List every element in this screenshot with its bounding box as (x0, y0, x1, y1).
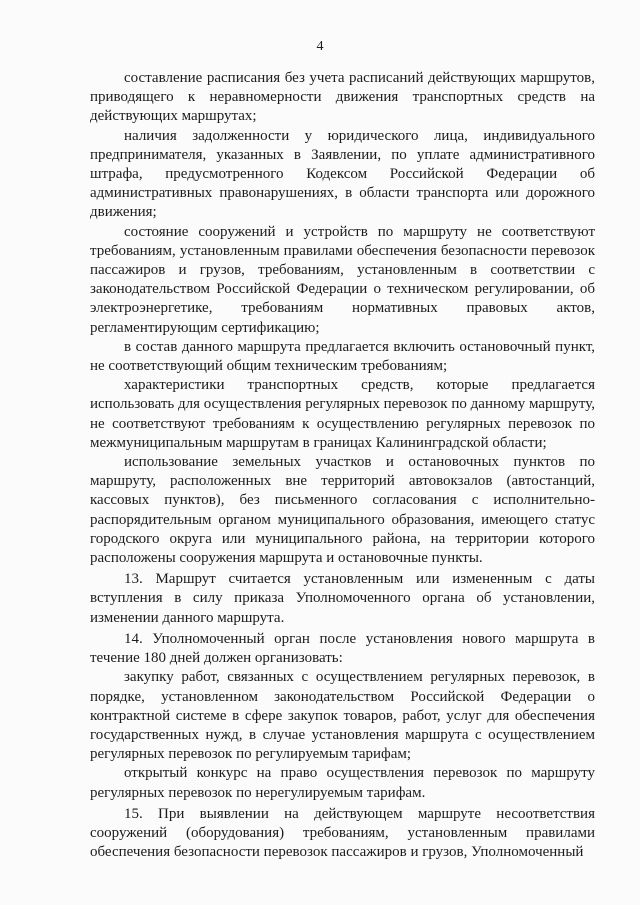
paragraph-procurement: закупку работ, связанных с осуществлением регулярных перевозок, в порядке, установленном законодательством Российской Федерации о контрактной системе в сфере закупок товаров, работ, услуг для обеспечения государственных нужд, в случае установления маршрута с осуществлением регулярных перевозок по регулируемым тарифам; (90, 669, 595, 763)
document-body (90, 69, 595, 862)
paragraph-structures: состояние сооружений и устройств по маршруту не соответствуют требованиям, установленным правилами обеспечения безопасности перевозок пассажиров и грузов, требованиям, установленным в соответствии с законодательством Российской Федерации о техническом регулировании, об электроэнергетике, требованиям нормативных правовых актов, регламентирующим сертификацию; (90, 223, 595, 336)
paragraph-land-use: использование земельных участков и остановочных пунктов по маршруту, расположенных вне территорий автовокзалов (автостанций, кассовых пунктов), без письменного согласования с исполнительно-распорядительным органом муниципального образования, имеющего статус городского округа или муниципального района, на территории которого расположены сооружения маршрута и остановочные пункты. (90, 454, 595, 567)
paragraph-open-tender: открытый конкурс на право осуществления перевозок по маршруту регулярных перевозок по нерегулируемым тарифам. (90, 765, 595, 801)
paragraph-clause-15: 15. При выявлении на действующем маршруте несоответствия сооружений (оборудования) требованиям, установленным правилами обеспечения безопасности перевозок пассажиров и грузов, Уполномоченный (90, 805, 595, 861)
paragraph-clause-14: 14. Уполномоченный орган после установления нового маршрута в течение 180 дней должен организовать: (90, 630, 595, 667)
page-number: 4 (316, 39, 324, 54)
paragraph-schedule: составление расписания без учета расписаний действующих маршрутов, приводящего к неравномерности движения транспортных средств на действующих маршрутах; (90, 70, 595, 125)
paragraph-debt: наличия задолженности у юридического лица, индивидуального предпринимателя, указанных в Заявлении, по уплате административного штрафа, предусмотренного Кодексом Российской Федерации об административных правонарушениях, в области транспорта или дорожного движения; (90, 127, 595, 221)
paragraph-stop-point: в состав данного маршрута предлагается включить остановочный пункт, не соответствующий общим техническим требованиям; (90, 338, 595, 375)
paragraph-vehicles: характеристики транспортных средств, которые предлагается использовать для осуществления регулярных перевозок по данному маршруту, не соответствуют требованиям к осуществлению регулярных перевозок по межмуниципальным маршрутам в границах Калининградской области; (90, 377, 595, 451)
paragraph-clause-13: 13. Маршрут считается установленным или измененным с даты вступления в силу приказа Уполномоченного органа об установлении, изменении данного маршрута. (90, 571, 595, 626)
